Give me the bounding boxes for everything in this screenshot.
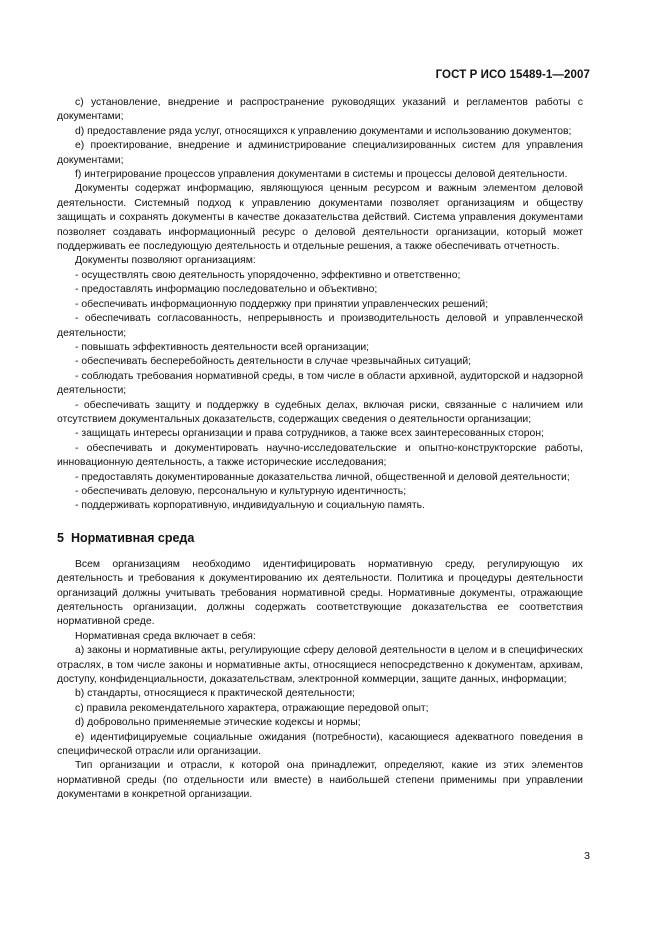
regulatory-item-e: e) идентифицируемые социальные ожидания (потребности), касающиеся адекватного поведения в специфической отрасли или организации. xyxy=(57,731,583,758)
section-5-paragraph: Всем организациям необходимо идентифицировать нормативную среду, регулирующую их деятельность и требования к документированию их деятельности. Политика и процедуры деятельности организаций должны учитывать требования нормативной среды. Нормативные документы, отражающие деятельность организации, должны содержать соответствующие доказательства ее соответствия нормативной среде. xyxy=(57,558,583,628)
list-item-c: c) установление, внедрение и распространение руководящих указаний и регламентов работы с документами; xyxy=(57,97,583,123)
list-item-f: f) интегрирование процессов управления документами в системы и процессы деловой деятельности. xyxy=(75,169,568,181)
allow-item: - поддерживать корпоративную, индивидуальную и социальную память. xyxy=(75,500,425,512)
allow-item: - предоставлять документированные доказательства личной, общественной и деловой деятельности; xyxy=(75,471,570,483)
allow-item: - обеспечивать и документировать научно-исследовательские и опытно-конструкторские работы, инновационную деятельность, а также исторические исследования; xyxy=(57,442,583,469)
allow-intro: Документы позволяют организациям: xyxy=(75,255,256,267)
page-number: 3 xyxy=(584,850,590,862)
paragraph-records-value: Документы содержат информацию, являющуюся ценным ресурсом и важным элементом деловой деятельности. Системный подход к управлению документами позволяет организациям и обществу защищать и сохранять документы в качестве доказательства действий. Система управления документами позволяет создавать информационный ресурс о деловой деятельности организации, который может поддерживать ее последующую деятельность и отдельные решения, а также обеспечивать отчетность. xyxy=(57,183,583,253)
allow-item: - обеспечивать бесперебойность деятельности в случае чрезвычайных ситуаций; xyxy=(75,356,472,368)
allow-item: - защищать интересы организации и права сотрудников, а также всех заинтересованных сторон; xyxy=(75,428,544,440)
section-title: Нормативная среда xyxy=(70,530,195,545)
list-item-e: e) проектирование, внедрение и администрирование специализированных систем для управления документами; xyxy=(57,140,583,166)
regulatory-item-c: c) правила рекомендательного характера, отражающие передовой опыт; xyxy=(75,702,429,714)
list-item-d: d) предоставление ряда услуг, относящихся к управлению документами и использованию документов; xyxy=(75,125,572,137)
allow-item: - соблюдать требования нормативной среды, в том числе в области архивной, аудиторской и надзорной деятельности; xyxy=(57,370,583,397)
page-body xyxy=(57,96,583,803)
allow-item: - обеспечивать защиту и поддержку в судебных делах, включая риски, связанные с наличием или отсутствием документальных доказательств, содержащих сведения о деятельности организации; xyxy=(57,399,583,425)
allow-item: - повышать эффективность деятельности всей организации; xyxy=(75,341,370,353)
allow-item: - обеспечивать информационную поддержку при принятии управленческих решений; xyxy=(75,298,489,310)
allow-item: - обеспечивать деловую, персональную и культурную идентичность; xyxy=(75,485,407,497)
standard-header: ГОСТ Р ИСО 15489-1—2007 xyxy=(435,69,590,81)
section-number: 5 xyxy=(57,530,64,545)
allow-item: - осуществлять свою деятельность упорядоченно, эффективно и ответственно; xyxy=(75,269,461,281)
regulatory-item-d: d) добровольно применяемые этические кодексы и нормы; xyxy=(75,717,361,729)
allow-item: - обеспечивать согласованность, непрерывность и производительность деловой и управленческой деятельности; xyxy=(57,313,583,339)
section-5-heading xyxy=(57,530,583,546)
includes-intro: Нормативная среда включает в себя: xyxy=(75,630,256,642)
final-paragraph: Тип организации и отрасли, к которой она принадлежит, определяют, какие из этих элементов нормативной среды (по отдельности или вместе) в наибольшей степени применимы при управлении документами в конкретной организации. xyxy=(57,760,583,801)
allow-item: - предоставлять информацию последовательно и объективно; xyxy=(75,284,378,296)
regulatory-item-b: b) стандарты, относящиеся к практической деятельности; xyxy=(75,688,355,700)
regulatory-item-a: a) законы и нормативные акты, регулирующие сферу деловой деятельности в целом и в специфических отраслях, в том числе законы и нормативные акты, относящиеся непосредственно к документам, архивам, доступу, конфиденциальности, доказательствам, электронной коммерции, защите данных, информации; xyxy=(57,645,583,686)
